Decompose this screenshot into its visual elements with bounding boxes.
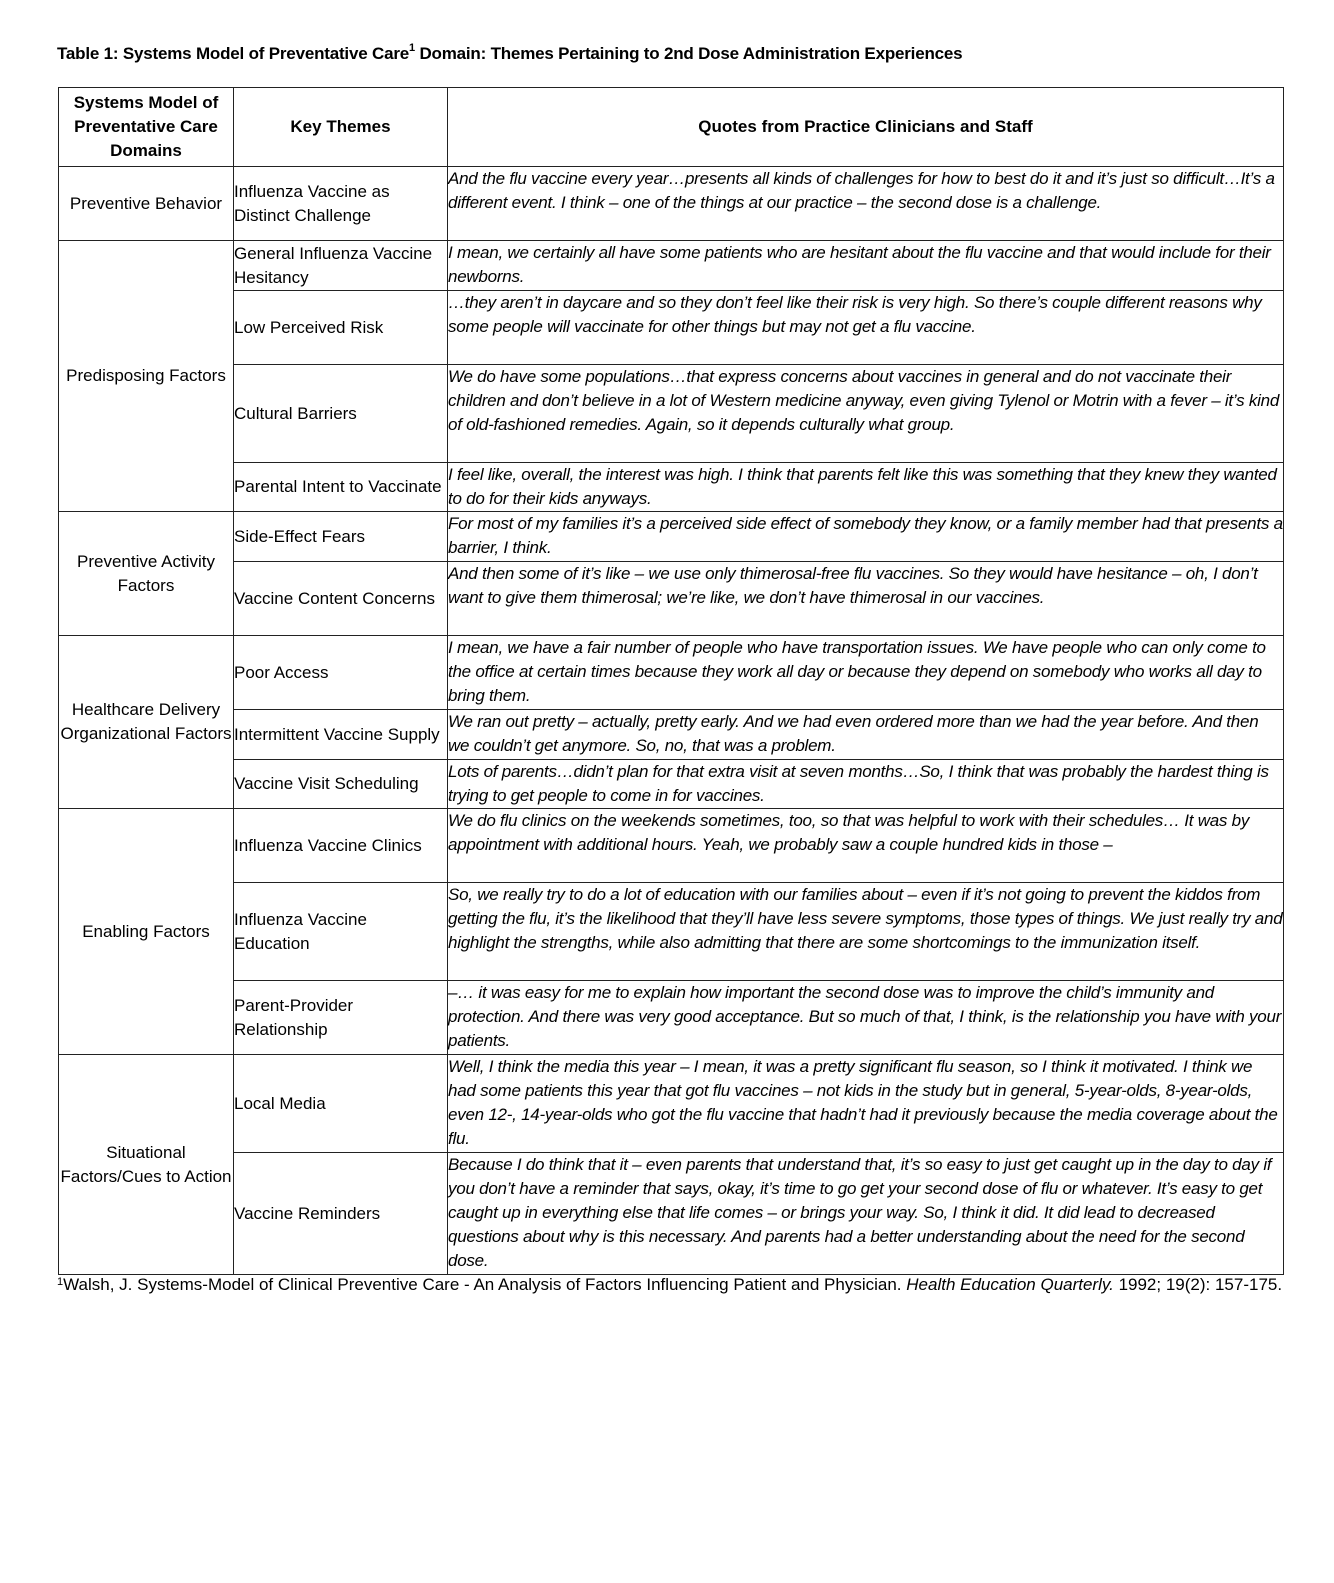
theme-cell: Vaccine Content Concerns <box>234 562 448 636</box>
domain-cell: Enabling Factors <box>59 809 234 1055</box>
quote-cell: I mean, we have a fair number of people who have transportation issues. We have people who can only come to the office at certain times because they work all day or because they depend on somebody who works all day to bring them. <box>448 636 1284 710</box>
quote-cell: Well, I think the media this year – I mean, it was a pretty significant flu season, so I think it motivated. I think we had some patients this year that got flu vaccines – not kids in the study but in general, 5-year-olds, 8-year-olds, even 12-, 14-year-olds who got the flu vaccine that hadn’t had it previously because the media coverage about the flu. <box>448 1055 1284 1153</box>
table-row <box>59 562 1284 636</box>
theme-cell: Influenza Vaccine Education <box>234 883 448 981</box>
quote-cell: And then some of it’s like – we use only thimerosal-free flu vaccines. So they would have hesitance – oh, I don’t want to give them thimerosal; we’re like, we don’t have thimerosal in our vaccines. <box>448 562 1284 636</box>
table-row <box>59 760 1284 809</box>
quote-cell: I feel like, overall, the interest was high. I think that parents felt like this was something that they knew they wanted to do for their kids anyways. <box>448 463 1284 512</box>
quote-cell: Because I do think that it – even parents that understand that, it’s so easy to just get caught up in the day to day if you don’t have a reminder that says, okay, it’s time to go get your second dose of flu or whatever. It’s easy to get caught up in everything else that life comes – or brings your way. So, I think it did. It did lead to decreased questions about why is this necessary. And parents had a better understanding about the need for the second dose. <box>448 1153 1284 1275</box>
table-row <box>59 512 1284 562</box>
quote-cell: We do have some populations…that express concerns about vaccines in general and do not vaccinate their children and don’t believe in a lot of Western medicine anyway, even giving Tylenol or Motrin with a fever – it’s kind of old-fashioned remedies. Again, so it depends culturally what group. <box>448 365 1284 463</box>
theme-cell: Parental Intent to Vaccinate <box>234 463 448 512</box>
theme-cell: Side-Effect Fears <box>234 512 448 562</box>
themes-table <box>58 87 1284 1275</box>
caption-suffix: Domain: Themes Pertaining to 2nd Dose Administration Experiences <box>414 44 963 63</box>
quote-cell: And the flu vaccine every year…presents all kinds of challenges for how to best do it and it’s just so difficult…It’s a different event. I think – one of the things at our practice – the second dose is a challenge. <box>448 167 1284 241</box>
domain-cell: Healthcare Delivery Organizational Factors <box>59 636 234 809</box>
table-row <box>59 291 1284 365</box>
footnote-citation: 1992; 19(2): 157-175. <box>1113 1275 1283 1294</box>
quote-cell: So, we really try to do a lot of education with our families about – even if it’s not going to prevent the kiddos from getting the flu, it’s the likelihood that they’ll have less severe symptoms, those types of things. We just really try and highlight the strengths, while also admitting that there are some shortcomings to the immunization itself. <box>448 883 1284 981</box>
footnote <box>57 1272 1287 1297</box>
theme-cell: Vaccine Reminders <box>234 1153 448 1275</box>
table-row <box>59 1153 1284 1275</box>
quote-cell: I mean, we certainly all have some patients who are hesitant about the flu vaccine and that would include for their newborns. <box>448 241 1284 291</box>
quote-cell: For most of my families it’s a perceived side effect of somebody they know, or a family member had that presents a barrier, I think. <box>448 512 1284 562</box>
table-row <box>59 1055 1284 1153</box>
table-row <box>59 710 1284 760</box>
theme-cell: Local Media <box>234 1055 448 1153</box>
theme-cell: Vaccine Visit Scheduling <box>234 760 448 809</box>
table-row <box>59 241 1284 291</box>
footnote-superscript: 1 <box>57 1276 64 1288</box>
theme-cell: General Influenza Vaccine Hesitancy <box>234 241 448 291</box>
domain-cell: Situational Factors/Cues to Action <box>59 1055 234 1275</box>
domain-cell: Predisposing Factors <box>59 241 234 512</box>
domain-cell: Preventive Activity Factors <box>59 512 234 636</box>
table-row <box>59 365 1284 463</box>
table-row <box>59 981 1284 1055</box>
theme-cell: Influenza Vaccine Clinics <box>234 809 448 883</box>
header-themes: Key Themes <box>234 88 448 167</box>
table-row <box>59 463 1284 512</box>
header-row <box>59 88 1284 167</box>
theme-cell: Intermittent Vaccine Supply <box>234 710 448 760</box>
table-body <box>59 167 1284 1275</box>
footnote-journal: Health Education Quarterly. <box>906 1275 1114 1294</box>
theme-cell: Cultural Barriers <box>234 365 448 463</box>
quote-cell: We do flu clinics on the weekends sometimes, too, so that was helpful to work with their schedules… It was by appointment with additional hours. Yeah, we probably saw a couple hundred kids in those – <box>448 809 1284 883</box>
footnote-text: Walsh, J. Systems-Model of Clinical Preventive Care - An Analysis of Factors Influencing Patient and Physician. <box>63 1275 907 1294</box>
theme-cell: Parent-Provider Relationship <box>234 981 448 1055</box>
theme-cell: Poor Access <box>234 636 448 710</box>
theme-cell: Low Perceived Risk <box>234 291 448 365</box>
quote-cell: We ran out pretty – actually, pretty early. And we had even ordered more than we had the year before. And then we couldn’t get anymore. So, no, that was a problem. <box>448 710 1284 760</box>
header-quotes: Quotes from Practice Clinicians and Staff <box>448 88 1284 167</box>
quote-cell: –… it was easy for me to explain how important the second dose was to improve the child’s immunity and protection. And there was very good acceptance. But so much of that, I think, is the relationship you have with your patients. <box>448 981 1284 1055</box>
header-domains: Systems Model of Preventative Care Domains <box>59 88 234 167</box>
table-row <box>59 636 1284 710</box>
quote-cell: Lots of parents…didn’t plan for that extra visit at seven months…So, I think that was probably the hardest thing is trying to get people to come in for vaccines. <box>448 760 1284 809</box>
domain-cell: Preventive Behavior <box>59 167 234 241</box>
caption-prefix: Table 1: Systems Model of Preventative Care <box>57 44 409 63</box>
quote-cell: …they aren’t in daycare and so they don’t feel like their risk is very high. So there’s couple different reasons why some people will vaccinate for other things but may not get a flu vaccine. <box>448 291 1284 365</box>
table-caption <box>57 44 962 64</box>
table-row <box>59 883 1284 981</box>
table-row <box>59 167 1284 241</box>
caption-superscript: 1 <box>409 42 415 54</box>
theme-cell: Influenza Vaccine as Distinct Challenge <box>234 167 448 241</box>
table-row <box>59 809 1284 883</box>
